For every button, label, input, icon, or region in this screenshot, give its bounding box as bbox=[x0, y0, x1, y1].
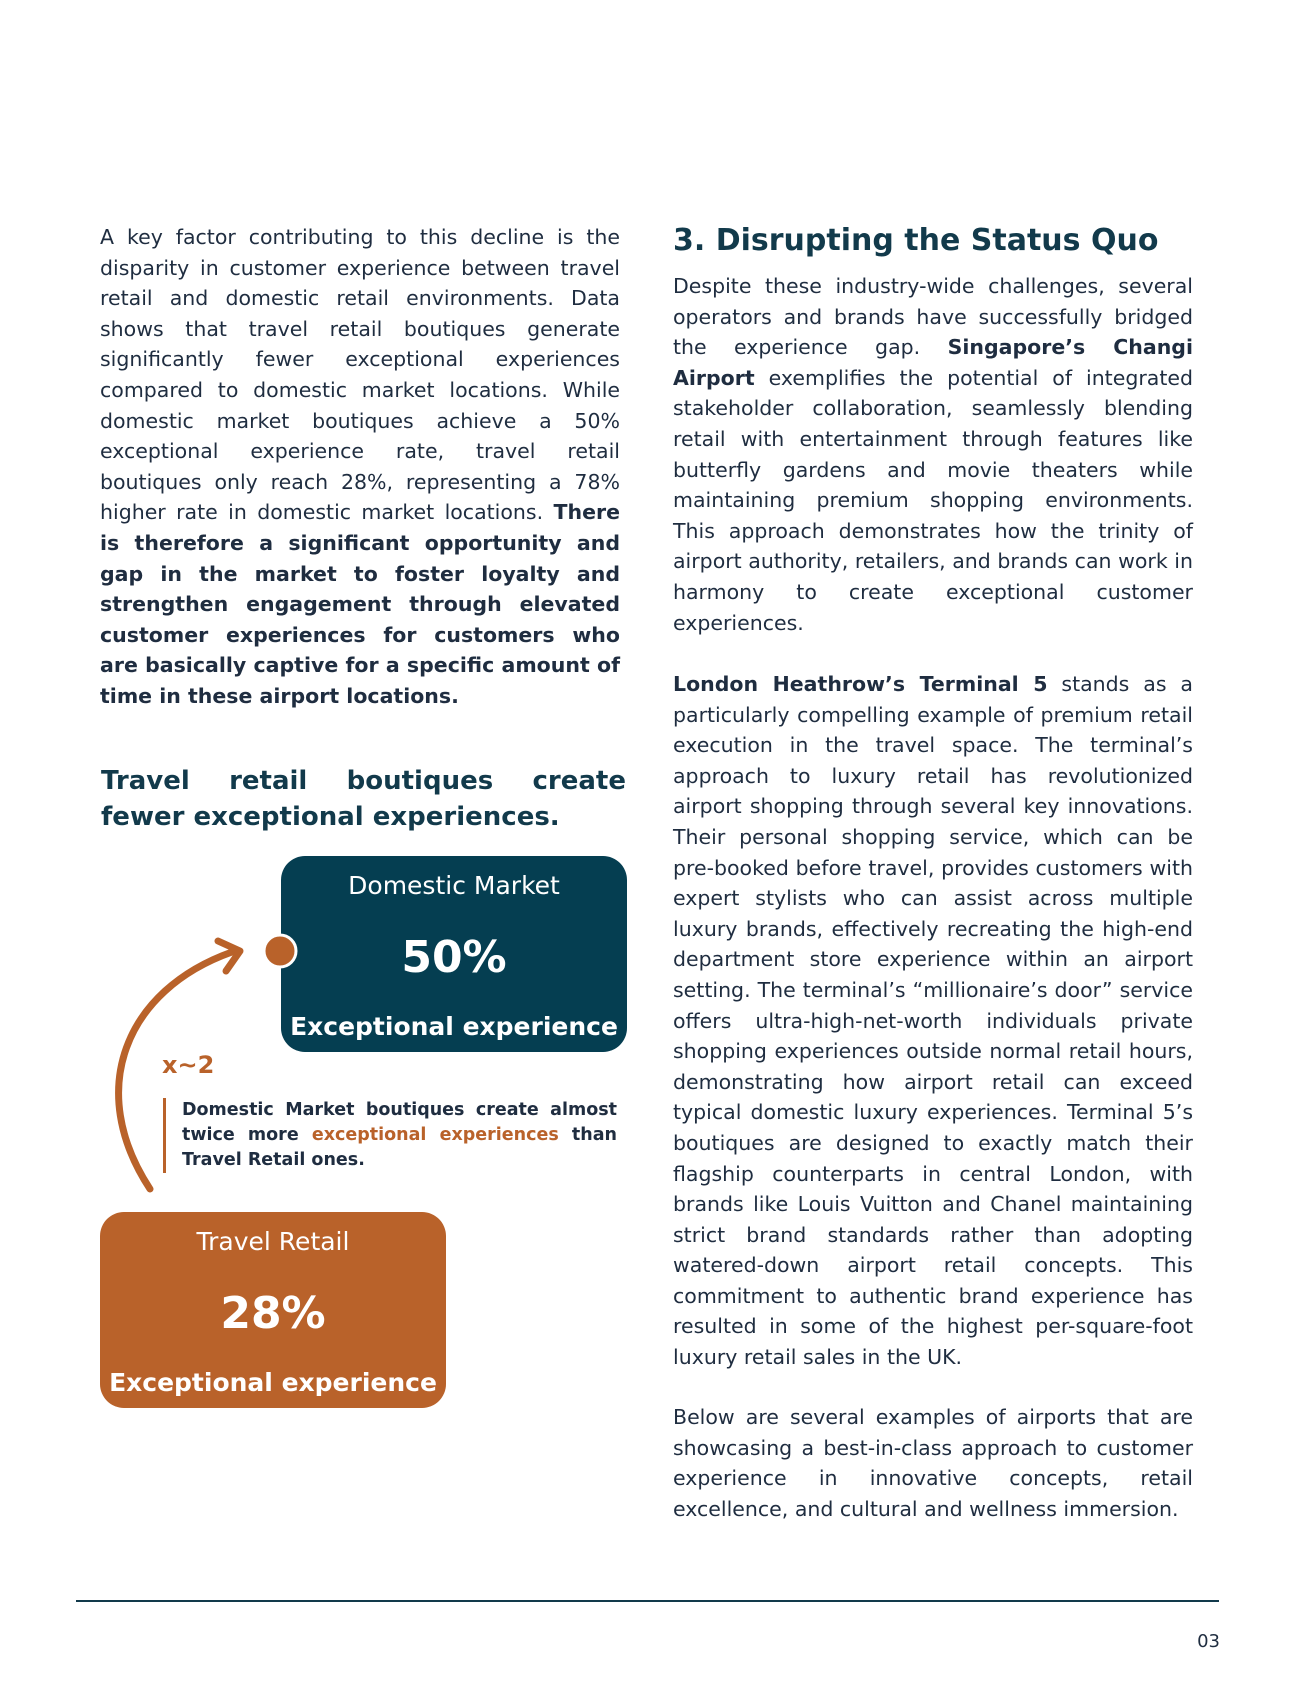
intro-paragraph bbox=[100, 222, 620, 712]
domestic-market-sublabel: Exceptional experience bbox=[290, 1012, 618, 1041]
note-text-after: than Travel Retail ones. bbox=[182, 1125, 617, 1170]
domestic-market-card bbox=[281, 856, 627, 1052]
changi-bold: Singapore’s Changi Airport bbox=[673, 335, 1194, 390]
examples-paragraph: Below are several examples of airports that are showcasing a best-in-class approach to customer experience in innovative concepts, retail excellence, and cultural and wellness immersion. bbox=[673, 1405, 1193, 1521]
intro-bold-text: There is therefore a significant opportunity and gap in the market to foster loyalty and strengthen engagement through elevated customer experiences for customers who are basically captive for a specific amount of time in these airport locations. bbox=[100, 500, 620, 708]
travel-retail-card bbox=[100, 1212, 446, 1408]
section-heading: 3. Disrupting the Status Quo bbox=[673, 223, 1159, 258]
intro-text: A key factor contributing to this decline is the disparity in customer experience between travel retail and domestic retail environments. Data shows that travel retail boutiques generate significantly fewer exceptional experiences compared to domestic market locations. While domestic market boutiques achieve a 50% exceptional experience rate, travel retail boutiques only reach 28%, representing a 78% higher rate in domestic market locations. bbox=[100, 225, 620, 525]
chart-title: Travel retail boutiques create fewer exceptional experiences. bbox=[101, 766, 626, 832]
note-highlight: exceptional experiences bbox=[311, 1125, 559, 1145]
heathrow-paragraph bbox=[673, 669, 1193, 1373]
page-number: 03 bbox=[1197, 1631, 1220, 1652]
comparison-note bbox=[163, 1098, 617, 1173]
domestic-market-value: 50% bbox=[401, 932, 507, 983]
heathrow-bold: London Heathrow’s Terminal 5 bbox=[673, 672, 1048, 696]
multiplier-label: x~2 bbox=[162, 1051, 215, 1079]
connector-dot-icon bbox=[260, 931, 300, 971]
changi-text-b: exemplifies the potential of integrated stakeholder collaboration, seamlessly blending retail with entertainment through features like butterfly gardens and movie theaters while maintaining premium shopping environments. This approach demonstrates how the trinity of airport authority, retailers, and brands can work in harmony to create exceptional customer experiences. bbox=[673, 365, 1193, 635]
changi-text-a: Despite these industry-wide challenges, several operators and brands have successfully bridged the experience gap. bbox=[673, 274, 1193, 360]
travel-retail-label: Travel Retail bbox=[196, 1227, 350, 1256]
changi-paragraph bbox=[673, 271, 1193, 638]
travel-retail-sublabel: Exceptional experience bbox=[109, 1368, 437, 1397]
note-text-before: Domestic Market boutiques create almost twice more bbox=[182, 1100, 617, 1145]
domestic-market-label: Domestic Market bbox=[348, 871, 560, 900]
arrow-head-icon bbox=[218, 941, 240, 971]
travel-retail-value: 28% bbox=[220, 1288, 326, 1339]
footer-divider bbox=[76, 1600, 1219, 1602]
heathrow-text: stands as a particularly compelling example of premium retail execution in the travel space. The terminal’s approach to luxury retail has revolutionized airport shopping through several key innovations. Their personal shopping service, which can be pre-booked before travel, provides customers with expert stylists who can assist across multiple luxury brands, effectively recreating the high-end department store experience within an airport setting. The terminal’s “millionaire’s door” service offers ultra-high-net-worth individuals private shopping experiences outside normal retail hours, demonstrating how airport retail can exceed typical domestic luxury experiences. Terminal 5’s boutiques are designed to exactly match their flagship counterparts in central London, with brands like Louis Vuitton and Chanel maintaining strict brand standards rather than adopting watered-down airport retail concepts. This commitment to authentic brand experience has resulted in some of the highest per-square-foot luxury retail sales in the UK. bbox=[673, 672, 1193, 1370]
